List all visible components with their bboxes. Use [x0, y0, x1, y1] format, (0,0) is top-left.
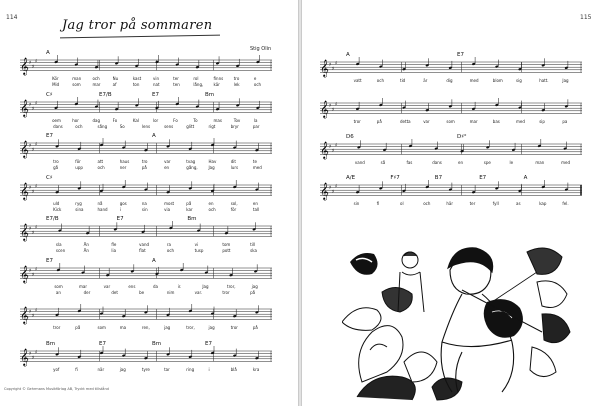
sharp-icon: ♯	[35, 183, 38, 190]
lyric-syllable: vand	[354, 160, 365, 165]
staff-system	[320, 93, 582, 133]
lyric-syllable: tror	[53, 325, 61, 330]
lyric-syllable: var	[103, 283, 111, 289]
staff-system	[20, 50, 272, 90]
lyric-syllable: så	[380, 160, 386, 165]
treble-clef-icon: 𝄞	[20, 347, 29, 366]
treble-clef-icon: 𝄞	[20, 264, 29, 283]
chord-symbol: C♯	[46, 174, 53, 181]
lyric-syllable: kra	[252, 366, 260, 372]
lyric-syllable: kast	[132, 76, 142, 81]
lyric-syllable: tro	[53, 159, 59, 164]
staff-lines	[20, 299, 272, 339]
sharp-icon: ♯	[332, 65, 335, 72]
lyric-syllable: och	[92, 76, 100, 81]
chord-symbol: E7	[46, 133, 53, 139]
staff-system	[20, 92, 272, 132]
lyric-syllable: man	[72, 76, 82, 81]
lyric-syllable: bas	[492, 119, 500, 124]
staff-lines	[320, 175, 582, 215]
lyric-syllable: sin	[141, 206, 148, 212]
lyric-syllable: ryg	[75, 200, 82, 206]
lyric-syllable: To	[193, 117, 198, 123]
lyric-syllable: att	[97, 159, 104, 164]
treble-clef-icon: 𝄞	[20, 223, 29, 241]
lyric-syllable: ir.	[177, 283, 182, 289]
lyric-syllable: Kick	[53, 206, 62, 212]
chord-symbol: Bm	[205, 91, 215, 98]
chord-symbol: A/E	[346, 175, 356, 181]
lyric-syllable: blå	[230, 366, 237, 372]
lyric-syllable: gång,	[186, 165, 198, 170]
lyric-syllable: och	[208, 206, 216, 212]
lyric-syllable: lor	[153, 117, 159, 123]
lyric-syllable: upp	[75, 165, 83, 170]
chord-symbol: A	[152, 133, 156, 139]
chord-symbol: Bm	[152, 340, 162, 347]
lyric-syllable: en	[208, 200, 214, 206]
chord-symbol: F♯7	[390, 175, 400, 181]
treble-clef-icon: 𝄞	[20, 57, 29, 75]
lyric-syllable: mas	[213, 117, 222, 123]
sharp-icon: ♯	[32, 229, 35, 236]
lyric-syllable: lurs	[230, 165, 239, 170]
treble-clef-icon: 𝄞	[320, 141, 329, 159]
lyric-syllable: dans	[53, 123, 63, 129]
lyric-syllable: på	[252, 325, 258, 330]
lyric-syllable: på	[75, 325, 81, 330]
staff-system	[20, 133, 272, 173]
sharp-icon: ♯	[32, 188, 35, 195]
lyric-syllable: rol	[193, 76, 199, 81]
lyric-syllable: Kal	[132, 117, 139, 123]
lyric-syllable: jag	[251, 283, 258, 289]
chord-symbol: B7	[434, 175, 443, 181]
lyric-syllable: tro	[141, 159, 148, 164]
staff-lines	[320, 52, 582, 92]
sharp-icon: ♯	[35, 224, 38, 231]
page-number-right: 115	[580, 14, 592, 21]
lyric-syllable: kär	[213, 82, 220, 87]
staff-lines	[320, 134, 582, 174]
chord-symbol: E7/B	[46, 216, 59, 222]
lyric-syllable: pott	[222, 248, 231, 253]
lyric-syllable: är	[423, 78, 428, 83]
lyric-syllable: dig	[446, 78, 453, 83]
lyric-syllable: ter	[173, 76, 179, 81]
lyric-syllable: ring	[186, 366, 195, 372]
lyric-syllable: fi	[75, 366, 78, 372]
lyric-syllable: tar	[164, 366, 170, 372]
lyric-syllable: med	[516, 119, 525, 124]
lyric-syllable: på	[186, 200, 192, 206]
title-underline	[60, 35, 220, 39]
lyric-syllable: oem	[52, 117, 61, 123]
lyric-syllable: nat	[153, 82, 160, 87]
lyric-syllable: hor	[72, 117, 79, 123]
treble-clef-icon: 𝄞	[20, 181, 29, 200]
lyric-syllable: lia	[111, 248, 117, 253]
lyric-syllable: mar	[469, 119, 478, 124]
lyric-syllable: te	[252, 159, 257, 164]
sharp-icon: ♯	[29, 350, 32, 357]
sharp-icon: ♯	[335, 183, 338, 190]
chord-symbol: Bm	[187, 216, 197, 222]
sharp-icon: ♯	[29, 309, 32, 315]
lyric-syllable: och	[166, 248, 175, 253]
staff-system	[320, 175, 582, 215]
chord-symbol: E7/B	[99, 91, 112, 98]
sharp-icon: ♯	[35, 141, 38, 148]
sharp-icon: ♯	[32, 105, 35, 112]
lyric-syllable: an	[55, 289, 61, 295]
lyric-syllable: en	[458, 160, 463, 165]
staff-system	[20, 175, 272, 215]
lyric-syllable: le	[509, 160, 514, 165]
sharp-icon: ♯	[335, 60, 338, 67]
lyric-syllable: gos	[119, 200, 127, 206]
lyric-syllable: Jag	[202, 283, 209, 289]
lyric-syllable: dans	[432, 160, 442, 165]
lyric-syllable: sens	[164, 123, 174, 129]
lyric-syllable: till	[250, 242, 256, 247]
lyric-syllable: spe	[483, 160, 491, 165]
lyric-syllable: sol,	[230, 200, 238, 206]
sharp-icon: ♯	[29, 143, 32, 149]
lyric-syllable: det	[111, 289, 118, 295]
chord-symbol: C♯	[46, 91, 53, 98]
lyric-syllable: af	[112, 82, 117, 87]
lyric-syllable: sla	[55, 242, 62, 247]
chord-symbol: D♯°	[457, 134, 467, 140]
sharp-icon: ♯	[29, 60, 32, 66]
lyric-syllable: tror,	[186, 325, 195, 330]
sharp-icon: ♯	[32, 271, 35, 278]
lyric-syllable: lång,	[193, 82, 204, 87]
lyric-syllable: med	[252, 165, 262, 170]
staff-system	[20, 299, 272, 339]
lyric-syllable: hatt.	[539, 78, 549, 83]
lyric-syllable: fas	[406, 160, 413, 165]
lyric-syllable: tall	[252, 206, 260, 212]
lyric-syllable: ner	[119, 165, 127, 170]
sharp-icon: ♯	[329, 185, 332, 191]
lyric-syllable: na	[141, 200, 147, 206]
treble-clef-icon: 𝄞	[20, 98, 29, 117]
lyric-syllable: pa	[562, 119, 568, 124]
sharp-icon: ♯	[329, 62, 332, 68]
lyric-syllable: So	[119, 123, 125, 129]
lyric-syllable: detta	[400, 119, 411, 124]
lyric-syllable: tyre	[141, 366, 150, 372]
lyric-syllable: sina	[75, 206, 84, 212]
lyric-syllable: och	[376, 78, 384, 83]
sharp-icon: ♯	[35, 266, 38, 273]
lyric-syllable: för	[230, 206, 237, 212]
lyric-syllable: lek	[233, 82, 240, 87]
lyric-syllable: Nu	[112, 76, 119, 81]
sharp-icon: ♯	[332, 147, 335, 154]
right-page	[302, 0, 600, 406]
staff-lines	[320, 93, 582, 133]
lyric-syllable: tror	[230, 325, 238, 330]
lyric-syllable: ens	[128, 283, 136, 289]
lyric-syllable: man	[535, 160, 545, 165]
lyric-syllable: tom	[222, 242, 231, 247]
lyric-syllable: yof	[53, 366, 60, 372]
chord-symbol: E7	[99, 340, 106, 347]
lyric-syllable: Mid	[52, 82, 60, 87]
staff-system	[20, 341, 272, 381]
lyric-syllable: Tov	[233, 117, 241, 123]
lyric-syllable: i	[208, 366, 210, 372]
song-author: Stig Olin	[250, 46, 272, 52]
lyric-syllable: scen	[55, 248, 66, 253]
lyric-syllable: kap	[539, 201, 547, 206]
lyric-syllable: finns	[213, 76, 224, 81]
lyric-syllable: och	[423, 201, 431, 206]
lyric-syllable: e	[253, 76, 257, 81]
lyric-syllable: Än	[83, 248, 89, 253]
sharp-icon: ♯	[35, 307, 38, 314]
lyric-syllable: la	[253, 117, 258, 123]
lyric-syllable: fi	[376, 201, 380, 206]
lyric-syllable: fel.	[562, 201, 569, 206]
lyric-syllable: ren,	[141, 325, 150, 330]
sharp-icon: ♯	[329, 103, 332, 109]
lyric-syllable: mar	[92, 82, 101, 87]
lyric-syllable: tvag	[186, 159, 196, 164]
lyric-syllable: var	[164, 159, 171, 164]
staff-lines	[20, 341, 272, 381]
treble-clef-icon: 𝄞	[320, 59, 329, 77]
sharp-icon: ♯	[35, 58, 38, 65]
chord-symbol: A	[152, 257, 156, 264]
lyric-syllable: vin	[153, 76, 160, 81]
lyric-syllable: ol	[400, 201, 404, 206]
lyric-syllable: as	[516, 201, 521, 206]
lyric-syllable: jag	[164, 325, 171, 330]
lyric-syllable: rigt	[208, 123, 216, 129]
lyric-syllable: vatt	[353, 78, 362, 83]
lyric-syllable: med	[469, 78, 479, 83]
lyric-syllable: da	[153, 283, 158, 289]
lyric-syllable: nå	[97, 200, 103, 206]
lyric-syllable: via	[164, 206, 171, 212]
copyright-notice: Copyright © Gehrmans Musikförlag AB, Tryckt med tillstånd	[4, 387, 109, 391]
song-title: Jag tror på sommaren	[62, 18, 213, 33]
sharp-icon: ♯	[332, 106, 335, 113]
lyric-syllable: ma	[119, 325, 127, 330]
staff-system	[20, 258, 272, 298]
lyric-syllable: som	[72, 82, 81, 87]
sharp-icon: ♯	[335, 142, 338, 149]
lyric-syllable: be	[139, 289, 145, 295]
chord-symbol: A	[346, 52, 350, 58]
lyric-syllable: ton	[132, 82, 140, 87]
lyric-syllable: fle	[111, 242, 117, 247]
lyric-syllable: Jag	[208, 165, 215, 170]
sharp-icon: ♯	[335, 101, 338, 108]
lyric-syllable: uld	[53, 200, 60, 206]
lyric-syllable: kar	[186, 206, 193, 212]
lyric-syllable: mar	[79, 283, 87, 289]
sharp-icon: ♯	[35, 349, 38, 356]
lyric-syllable: der	[83, 289, 91, 295]
chord-symbol: D6	[346, 134, 354, 140]
staff-system	[320, 52, 582, 92]
lyric-syllable: som	[446, 119, 455, 124]
lyric-syllable: lens	[141, 123, 151, 129]
chord-symbol: E7	[205, 340, 212, 347]
lyric-syllable: var.	[194, 289, 202, 295]
left-page	[0, 0, 298, 406]
lyric-syllable: en	[164, 165, 170, 170]
lyric-syllable: haus	[119, 159, 130, 164]
lyric-syllable: gå	[53, 165, 59, 170]
lyric-syllable: Kör	[52, 76, 59, 81]
staff-system	[320, 134, 582, 174]
lyric-syllable: med	[561, 160, 571, 165]
chord-symbol: E7	[457, 52, 464, 58]
lyric-syllable: sig	[516, 78, 522, 83]
lyric-syllable: par	[252, 123, 260, 129]
chord-symbol: A	[523, 175, 528, 181]
chord-symbol: E7	[479, 175, 487, 181]
treble-clef-icon: 𝄞	[320, 100, 329, 118]
lyric-syllable: sång	[97, 123, 108, 129]
lyric-syllable: för	[75, 159, 81, 164]
lyric-syllable: en	[252, 200, 258, 206]
lyric-syllable: tror	[222, 289, 230, 295]
lyric-syllable: tror,	[227, 283, 236, 289]
chord-symbol: Bm	[46, 340, 56, 347]
chord-symbol: E7	[116, 216, 124, 222]
lyric-syllable: och	[97, 165, 105, 170]
lyric-syllable: flat	[139, 248, 146, 253]
sharp-icon: ♯	[32, 146, 35, 153]
sharp-icon: ♯	[29, 101, 32, 108]
lyric-syllable: tro	[233, 76, 240, 81]
lyric-syllable: på	[376, 119, 382, 124]
lyric-syllable: hand	[97, 206, 108, 212]
lyric-syllable: på	[250, 289, 256, 295]
lyric-syllable: fyll	[492, 201, 499, 206]
lyric-syllable: vi	[194, 242, 199, 247]
sharp-icon: ♯	[35, 100, 38, 107]
staff-system	[20, 216, 272, 256]
lyric-syllable: bryr	[230, 123, 239, 129]
lyric-syllable: Fo	[112, 117, 118, 123]
lyric-syllable: vand	[139, 242, 150, 247]
lyric-syllable: dit	[230, 159, 236, 164]
chord-symbol: E7	[46, 257, 53, 264]
sharp-icon: ♯	[29, 184, 32, 191]
lyric-syllable: ter	[469, 201, 476, 206]
treble-clef-icon: 𝄞	[320, 182, 329, 200]
lyric-syllable: tror	[353, 119, 361, 124]
sharp-icon: ♯	[32, 354, 35, 361]
lyric-syllable: var	[423, 119, 430, 124]
lyric-syllable: som	[54, 283, 63, 289]
chord-symbol: E7	[152, 91, 159, 98]
lyric-syllable: most	[164, 200, 175, 206]
lyric-syllable: tusp	[194, 248, 204, 253]
lyric-syllable: sip	[539, 119, 545, 124]
fiddler-illustration	[342, 232, 572, 402]
treble-clef-icon: 𝄞	[20, 140, 29, 158]
lyric-syllable: glitt	[186, 123, 195, 129]
lyric-syllable: jag	[119, 366, 126, 372]
sharp-icon: ♯	[332, 188, 335, 195]
sharp-icon: ♯	[32, 312, 35, 319]
lyric-syllable: Hav	[208, 159, 217, 164]
lyric-syllable: blom	[492, 78, 503, 83]
lyric-syllable: nim	[166, 289, 175, 295]
lyric-syllable: ska	[250, 248, 257, 253]
lyric-syllable: på	[141, 165, 147, 170]
lyric-syllable: här	[446, 201, 454, 206]
lyric-syllable: ten	[173, 82, 180, 87]
page-number-left: 114	[6, 14, 18, 21]
lyric-syllable: tid	[400, 78, 406, 83]
chord-symbol: A	[46, 50, 50, 56]
lyric-syllable: när	[97, 366, 105, 372]
lyric-syllable: dag	[92, 117, 100, 123]
lyric-syllable: sin	[353, 201, 360, 206]
treble-clef-icon: 𝄞	[20, 306, 29, 324]
lyric-syllable: Än	[83, 242, 89, 247]
lyric-syllable: jag	[208, 325, 215, 330]
lyric-syllable: och	[253, 82, 262, 87]
sharp-icon: ♯	[29, 226, 32, 232]
lyric-syllable: som	[97, 325, 106, 330]
sharp-icon: ♯	[329, 144, 332, 150]
lyric-syllable: och	[75, 123, 83, 129]
sharp-icon: ♯	[29, 267, 32, 274]
lyric-syllable: ra	[166, 242, 171, 247]
lyric-syllable: i	[119, 206, 121, 212]
lyric-syllable: Fo	[173, 117, 178, 123]
lyric-syllable: Jag	[562, 78, 569, 83]
sharp-icon: ♯	[32, 63, 35, 70]
